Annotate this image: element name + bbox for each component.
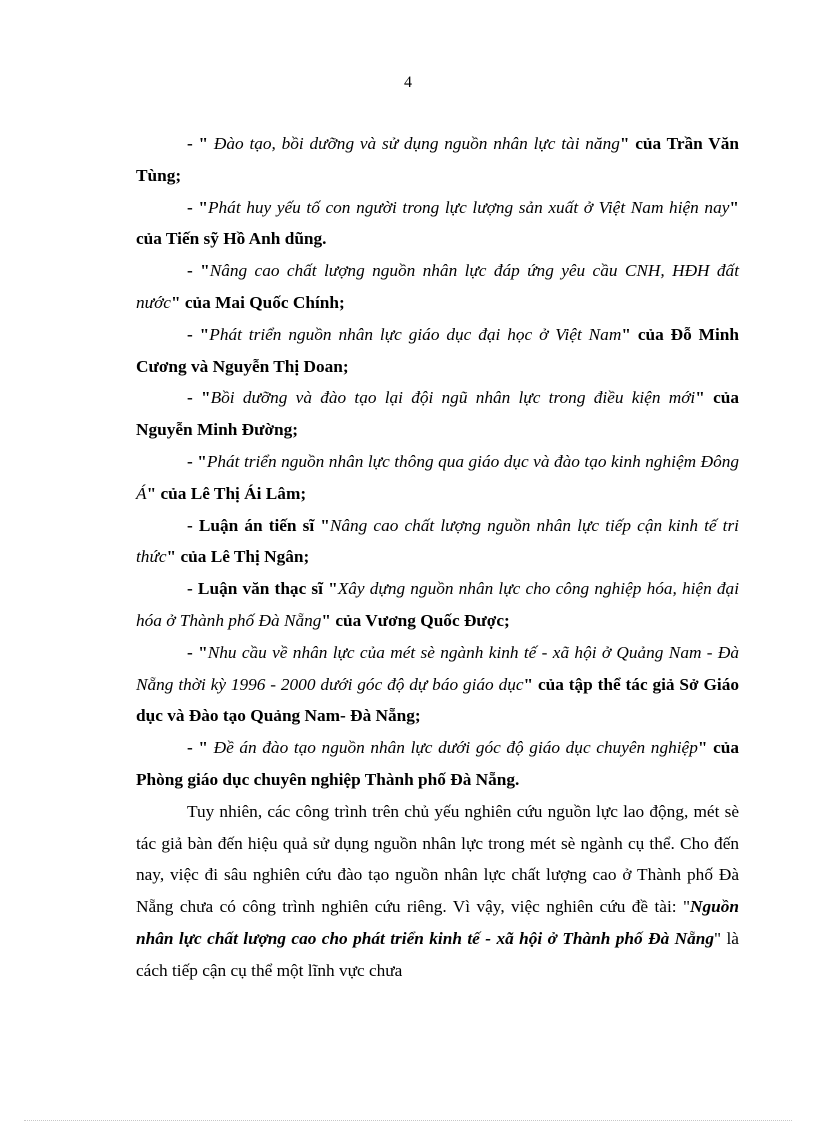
reference-item-3 [136,255,739,319]
item-prefix: - " [187,197,208,217]
reference-item-4 [136,319,739,383]
item-suffix: " của Mai Quốc Chính; [170,292,345,312]
item-title: Đề án đào tạo nguồn nhân lực dưới góc độ giáo dục chuyên nghiệp [213,738,698,758]
page-number: 4 [404,74,412,91]
item-prefix: - " [187,738,214,758]
item-prefix: - " [187,642,208,662]
item-suffix: " của Đỗ Minh Cương và Nguyễn Thị Doan; [136,324,740,376]
reference-item-10 [136,732,739,796]
closing-paragraph [136,796,739,987]
reference-item-8 [136,573,739,637]
page-bottom-divider [24,1120,792,1121]
item-prefix: - " [187,261,210,281]
item-title: Xây dựng nguồn nhân lực cho công nghiệp hóa, hiện đại hóa ở Thành phố Đà Nẵng [136,579,739,630]
item-title: Bồi dưỡng và đào tạo lại đội ngũ nhân lực trong điều kiện mới [210,388,696,408]
item-suffix: " của Trần Văn Tùng; [136,134,739,185]
item-suffix: " của Lê Thị Ngân; [166,547,310,567]
item-suffix: " của Vương Quốc Được; [321,610,510,630]
item-title: Phát huy yếu tố con người trong lực lượng sản xuất ở Việt Nam hiện nay [207,197,730,217]
item-prefix: - " [187,134,214,153]
item-suffix: " của Phòng giáo dục chuyên nghiệp Thành phố Đà Nẵng. [136,738,739,789]
item-suffix: " của tập thể tác giả Sở Giáo dục và Đào tạo Quảng Nam- Đà Nẵng; [136,674,740,726]
item-prefix: - " [187,324,210,344]
reference-item-2 [136,192,739,256]
item-title: Phát triển nguồn nhân lực giáo dục đại học ở Việt Nam [209,324,622,344]
item-suffix: " của Lê Thị Ái Lâm; [146,483,307,503]
item-prefix: - " [187,388,211,408]
document-body [136,128,739,987]
item-title: Đào tạo, bồi dưỡng và sử dụng nguồn nhân lực tài năng [213,134,620,153]
item-prefix: - Luận văn thạc sĩ " [187,579,338,599]
closing-text-end: " là cách tiếp cận cụ thể một lĩnh vực chưa [136,928,739,980]
reference-item-7 [136,510,739,574]
item-suffix: " của Tiến sỹ Hồ Anh dũng. [136,197,739,249]
reference-item-6 [136,446,739,510]
item-suffix: " của Nguyễn Minh Đường; [136,388,740,440]
closing-text: Tuy nhiên, các công trình trên chủ yếu nghiên cứu nguồn lực lao động, mét sè tác giả bàn đến hiệu quả sử dụng nguồn nhân lực trong mét sè ngành cụ thể. Cho đến nay, việc đi sâu nghiên cứu đào tạo nguồn nhân lực chất lượng cao ở Thành phố Đà Nẵng chưa có công trình nghiên cứu riêng. Vì vậy, việc nghiên cứu đề tài: " [136,801,739,917]
item-title: Nhu cầu về nhân lực của mét sè ngành kinh tế - xã hội ở Quảng Nam - Đà Nẵng thời kỳ 1996 - 2000 dưới góc độ dự báo giáo dục [136,642,739,694]
item-title: Nâng cao chất lượng nguồn nhân lực tiếp cận kinh tế tri thức [136,515,739,567]
item-prefix: - Luận án tiến sĩ " [187,515,330,535]
reference-item-9 [136,637,739,732]
reference-item-5 [136,382,739,446]
thesis-title: Nguồn nhân lực chất lượng cao cho phát triển kinh tế - xã hội ở Thành phố Đà Nẵng [136,897,739,948]
item-prefix: - " [187,451,207,471]
item-title: Nâng cao chất lượng nguồn nhân lực đáp ứng yêu cầu CNH, HĐH đất nước [136,261,739,312]
reference-item-1 [136,128,739,192]
item-title: Phát triển nguồn nhân lực thông qua giáo dục và đào tạo kinh nghiệm Đông Á [136,451,739,503]
